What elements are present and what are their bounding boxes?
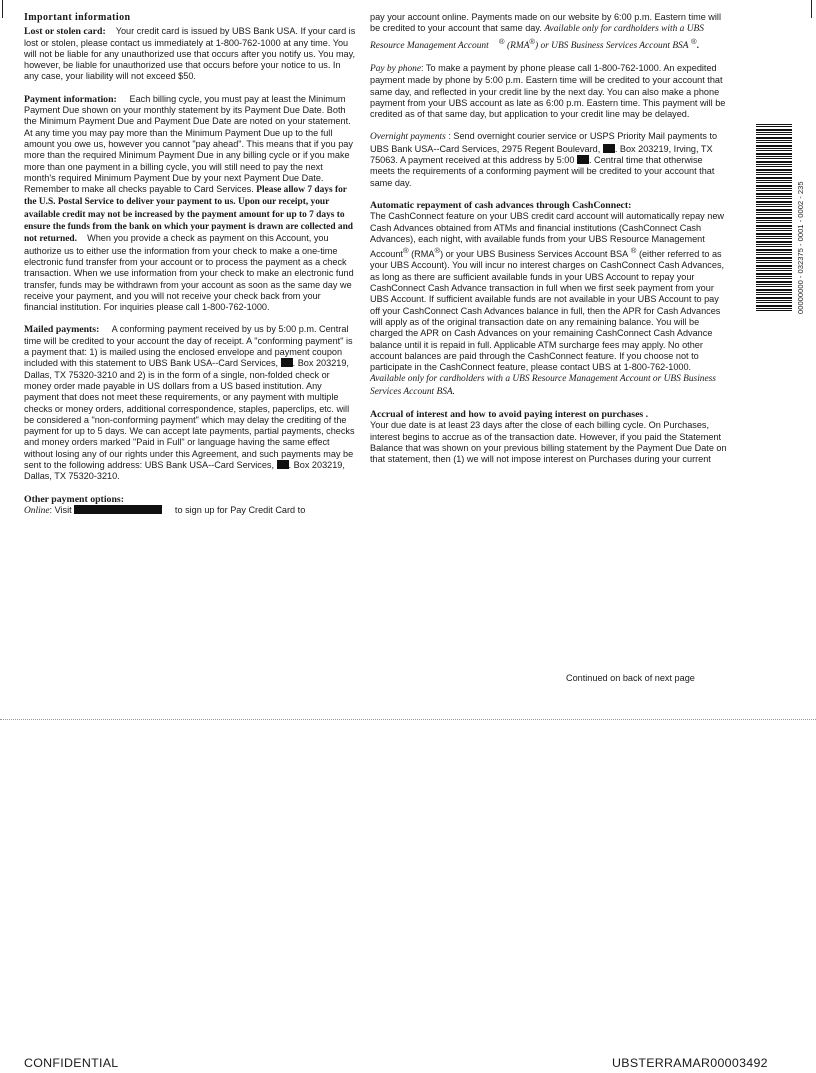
- overnight-body-b: . Box 203219, Irving, TX 75063. A payment received at this address by 5:00: [370, 143, 713, 166]
- overnight-paragraph: [370, 131, 728, 188]
- online-line: [24, 505, 356, 517]
- registered-mark: ®: [630, 246, 637, 256]
- payment-info-body: Each billing cycle, you must pay at least the Minimum Payment Due shown on your monthly statement by its Payment Due Date. Both the Minimum Payment Due and Payment Due Date are noted on your statement. At any time you may pay more than the Minimum Payment Due up to the full amount you owe us, however you cannot "pay ahead". This means that if you pay more than the required Minimum Payment Due in any billing cycle or if you make more than one payment in a billing cycle, you will still need to pay the next month's required Minimum Payment Due by your next Payment Due Date. Remember to make all checks payable to Card Services.: [24, 93, 353, 195]
- overnight-label: Overnight payments: [370, 132, 446, 143]
- online-post: to sign up for Pay Credit Card to: [174, 504, 306, 515]
- other-payment-heading: Other payment options:: [24, 493, 124, 505]
- phone-body: : To make a payment by phone please call 1-800-762-1000. An expedited payment made by phone by 5:00 p.m. Eastern time will be credited to your account that same day, and reflected in your credit line by the next day. You can also make a phone payment from your UBS account as late as 6:00 p.m. Eastern time. This payment will be credited as of that same day, but application to your credit line may be delayed.: [370, 62, 726, 120]
- registered-mark: ®: [691, 36, 697, 46]
- rma-tail: ) or UBS Business Services Account BSA: [535, 40, 689, 51]
- mailed-body-a: A conforming payment received by us by 5:00 p.m. Central time will be credited to your account the day of receipt. A "conforming payment" is a payment that: 1) is mailed using the enclosed envelope and payment coupon included with this statement to UBS Bank USA--Card Services,: [24, 324, 353, 369]
- rma-end: .: [696, 40, 699, 51]
- confidential-label: CONFIDENTIAL: [24, 1056, 119, 1070]
- phone-paragraph: [370, 63, 728, 120]
- cashconnect-heading: Automatic repayment of cash advances through CashConnect:: [370, 199, 632, 211]
- page-title: Important information: [24, 12, 131, 23]
- online-availability: Available only for cardholders with a UBS Resource Management Account: [370, 24, 704, 51]
- cashconnect-paragraph: [370, 200, 728, 398]
- online-continued-paragraph: [370, 12, 728, 52]
- bates-number: UBSTERRAMAR00003492: [612, 1056, 768, 1070]
- barcode: [756, 124, 794, 312]
- registered-mark: ®: [529, 36, 536, 46]
- cashconnect-availability: Available only for cardholders with a UBS Resource Management Account or UBS Business Services Account BSA.: [370, 374, 716, 397]
- phone-label: Pay by phone: [370, 63, 422, 74]
- mailed-body-b: . Box 203219, Dallas, TX 75320-3210 and 2) is in the form of a single, non-folded check or money order made payable in US dollars from a US based institution. Any payment that does not meet these requirements, or any payment with multiple checks or money orders, additional correspondence, staples, paperclips, etc. will be considered a "non-conforming payment" which may delay the crediting of the payment for up to 5 days. We can accept late payments, partial payments, checks and money orders marked "Paid in Full" or language having the same effect without losing any of our rights under this Agreement, and such payments may be sent to the following address: UBS Bank USA--Card Services,: [24, 358, 355, 470]
- page-divider: [0, 719, 816, 720]
- online-pre: : Visit: [49, 504, 72, 515]
- crop-mark-left: [2, 0, 3, 18]
- lost-card-paragraph: [24, 26, 356, 82]
- redaction-box: [277, 460, 289, 469]
- overnight-body-a: : Send overnight courier service or USPS Priority Mail payments to UBS Bank USA--Card Services, 2975 Regent Boulevard,: [370, 131, 718, 154]
- barcode-number: 00000000 - 032375 - 0001 - 0002 - 235: [796, 181, 805, 314]
- accrual-body: Your due date is at least 23 days after the close of each billing cycle. On Purchases, interest begins to accrue as of the transaction date. However, if you paid the Statement Balance that was shown on your previous billing statement by the Payment Due Date on that statement, then (1) we will not impose interest on Purchases during your current: [370, 420, 727, 465]
- barcode-bars: [756, 124, 792, 312]
- lost-card-body: Your credit card is issued by UBS Bank USA. If your card is lost or stolen, please contact us immediately at 1-800-762-1000 at any time. You will not be liable for any unauthorized use that occurs after you notify us. You may, however, be liable for unauthorized use that occurs before your notice to us. In any case, your liability will not exceed $50.: [24, 26, 356, 82]
- cashconnect-body-b: (RMA: [411, 249, 435, 260]
- crop-mark-right: [811, 0, 812, 18]
- payment-info-tail: When you provide a check as payment on this Account, you authorize us to either use the information from your check to make a one-time electronic fund transfer from your account or to process the payment as a check transaction. When we use information from your check to make an electronic fund transfer, funds may be withdrawn from your account as soon as the same day we receive your payment, and you will not receive your check back from your financial institution. For inquiries please call 1-800-762-1000.: [24, 233, 354, 313]
- online-label: Online: [24, 505, 50, 516]
- redaction-box: [577, 155, 589, 164]
- rma-label: (RMA: [507, 40, 530, 51]
- payment-info-heading: Payment information:: [24, 93, 117, 105]
- cashconnect-body-a: The CashConnect feature on your UBS credit card account will automatically repay new Cash Advances obtained from ATMs and financial institutions (CashConnect Cash Advances), each night, with available funds from your UBS Resource Management Account: [370, 211, 725, 260]
- accrual-heading: Accrual of interest and how to avoid paying interest on purchases .: [370, 409, 649, 420]
- redaction-box: [281, 358, 293, 367]
- online-continued: pay your account online. Payments made on our website by 6:00 p.m. Eastern time will be credited to your account that same day.: [370, 12, 721, 34]
- registered-mark: ®: [402, 246, 409, 256]
- mailed-payments-paragraph: [24, 324, 356, 482]
- overnight-body-c: . Central time that otherwise meets the requirements of a conforming payment will be credited to your account that same day.: [370, 155, 715, 188]
- accrual-paragraph: [370, 409, 728, 465]
- cashconnect-body-c: ) or your UBS Business Services Account BSA: [440, 249, 629, 260]
- redaction-box: [603, 144, 615, 153]
- right-column: [370, 12, 728, 476]
- payment-info-paragraph: [24, 94, 356, 314]
- mailed-payments-heading: Mailed payments:: [24, 324, 100, 336]
- lost-card-heading: Lost or stolen card:: [24, 26, 106, 38]
- redacted-url: [74, 505, 162, 514]
- payment-info-bold: Please allow 7 days for the U.S. Postal Service to deliver your payment to us. Upon our receipt, your available credit may not be increased by the payment amount for up to 7 days to ensure the funds from the bank on which your payment is drawn are collected and not returned.: [24, 185, 354, 245]
- registered-mark: ®: [434, 246, 441, 256]
- registered-mark: ®: [498, 36, 505, 46]
- left-column: [24, 12, 356, 517]
- continued-note: Continued on back of next page: [566, 673, 695, 683]
- mailed-body-c: . Box 203219, Dallas, TX 75320-3210.: [24, 459, 345, 482]
- cashconnect-body-d: (either referred to as your UBS Account). You will incur no interest charges on CashConnect Cash Advances, as long as there are sufficient available funds in your UBS Account to repay your CashConnect Cash Advance transaction in full when we first seek payment from your UBS Account. If sufficient available funds are not available in your UBS Account to pay off your CashConnect Cash Advances balance in full, then the APR for Cash Advances will apply as of the original transaction date on any remaining balance. You will be charged the APR on Cash Advances on your remaining CashConnect Cash Advance balance until it is repaid in full. Applicable ATM surcharge fees may apply. No other account balances are paid through the CashConnect feature. If you choose not to participate in the CashConnect feature, please contact UBS at 1-800-762-1000.: [370, 249, 725, 373]
